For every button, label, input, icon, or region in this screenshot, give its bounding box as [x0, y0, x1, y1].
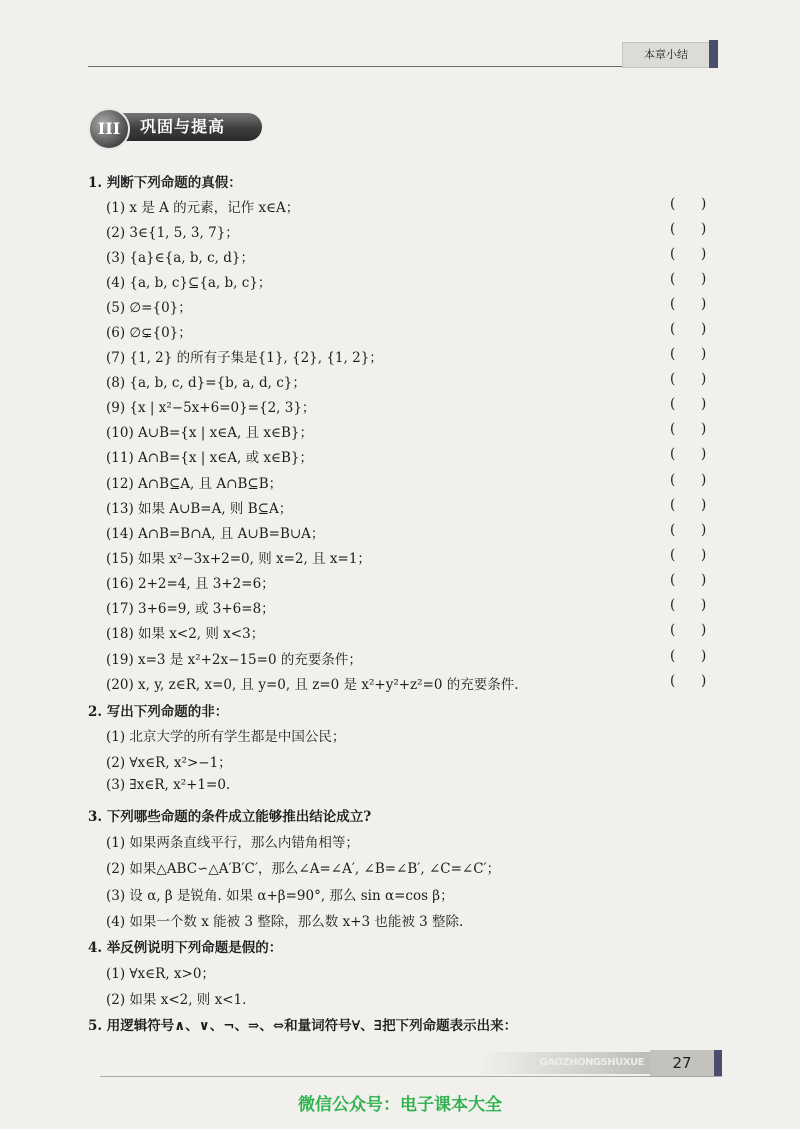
- answer-blank: ( ): [670, 497, 707, 513]
- q1-item: (12) A∩B⊆A, 且 A∩B⊆B；: [106, 476, 283, 492]
- q1-item: (8) {a, b, c, d}={b, a, d, c}；: [106, 375, 306, 391]
- q2-item: (1) 北京大学的所有学生都是中国公民；: [106, 729, 346, 745]
- q1-item: (4) {a, b, c}⊆{a, b, c}；: [106, 275, 272, 291]
- section-numeral: III: [88, 108, 130, 150]
- page-accent-bar: [714, 1050, 722, 1076]
- q1-item: (9) {x | x²−5x+6=0}={2, 3}；: [106, 400, 316, 416]
- q4-item: (2) 如果 x<2, 则 x<1.: [106, 992, 247, 1008]
- answer-blank: ( ): [670, 246, 707, 262]
- q1-item: (13) 如果 A∪B=A, 则 B⊆A；: [106, 501, 293, 517]
- question-3-label: 3. 下列哪些命题的条件成立能够推出结论成立?: [88, 809, 372, 825]
- q1-item: (2) 3∈{1, 5, 3, 7}；: [106, 225, 239, 241]
- question-1-label: 1. 判断下列命题的真假：: [88, 175, 242, 191]
- q3-item: (3) 设 α, β 是锐角. 如果 α+β=90°, 那么 sin α=cos β；: [106, 888, 454, 904]
- q1-item: (16) 2+2=4, 且 3+2=6；: [106, 576, 275, 592]
- q4-item: (1) ∀x∈R, x>0；: [106, 966, 215, 982]
- watermark-text: 微信公众号：电子课本大全: [298, 1095, 502, 1115]
- q1-item: (19) x=3 是 x²+2x−15=0 的充要条件；: [106, 652, 362, 668]
- footer-running-text: GAOZHONGSHUXUE: [480, 1052, 650, 1074]
- answer-blank: ( ): [670, 396, 707, 412]
- answer-blank: ( ): [670, 296, 707, 312]
- q1-item: (5) ∅={0}；: [106, 300, 192, 316]
- header-accent-bar: [709, 40, 718, 68]
- answer-blank: ( ): [670, 522, 707, 538]
- answer-blank: ( ): [670, 196, 707, 212]
- q1-item: (3) {a}∈{a, b, c, d}；: [106, 250, 254, 266]
- q1-item: (7) {1, 2} 的所有子集是{1}, {2}, {1, 2}；: [106, 350, 383, 366]
- answer-blank: ( ): [670, 472, 707, 488]
- answer-blank: ( ): [670, 446, 707, 462]
- footer-line: [100, 1076, 722, 1077]
- section-banner: [88, 108, 268, 150]
- q1-item: (6) ∅⊊{0}；: [106, 325, 192, 341]
- q3-item: (2) 如果△ABC∽△A′B′C′，那么∠A=∠A′, ∠B=∠B′, ∠C=∠C′；: [106, 861, 501, 877]
- q3-item: (1) 如果两条直线平行，那么内错角相等；: [106, 835, 359, 851]
- q1-item: (14) A∩B=B∩A, 且 A∪B=B∪A；: [106, 526, 325, 542]
- q1-item: (15) 如果 x²−3x+2=0, 则 x=2, 且 x=1；: [106, 551, 371, 567]
- section-title: 巩固与提高: [140, 117, 226, 136]
- answer-blank: ( ): [670, 271, 707, 287]
- answer-blank: ( ): [670, 371, 707, 387]
- question-4-label: 4. 举反例说明下列命题是假的：: [88, 940, 283, 956]
- answer-blank: ( ): [670, 221, 707, 237]
- q2-item: (3) ∃x∈R, x²+1=0.: [106, 777, 231, 793]
- answer-blank: ( ): [670, 622, 707, 638]
- question-2-label: 2. 写出下列命题的非：: [88, 704, 229, 720]
- page-number: 27: [650, 1050, 714, 1076]
- q1-item: (10) A∪B={x | x∈A, 且 x∈B}；: [106, 425, 313, 441]
- answer-blank: ( ): [670, 597, 707, 613]
- answer-blank: ( ): [670, 421, 707, 437]
- q1-item: (18) 如果 x<2, 则 x<3；: [106, 626, 265, 642]
- q3-item: (4) 如果一个数 x 能被 3 整除，那么数 x+3 也能被 3 整除.: [106, 914, 464, 930]
- answer-blank: ( ): [670, 321, 707, 337]
- chapter-summary-tab: 本章小结: [622, 42, 710, 68]
- question-5-label: 5. 用逻辑符号∧、∨、¬、⇒、⇔和量词符号∀、∃把下列命题表示出来：: [88, 1018, 518, 1034]
- q1-item: (11) A∩B={x | x∈A, 或 x∈B}；: [106, 450, 313, 466]
- answer-blank: ( ): [670, 547, 707, 563]
- q1-item: (20) x, y, z∈R, x=0, 且 y=0, 且 z=0 是 x²+y²+z²=0 的充要条件.: [106, 677, 519, 693]
- answer-blank: ( ): [670, 648, 707, 664]
- q2-item: (2) ∀x∈R, x²>−1；: [106, 755, 232, 771]
- q1-item: (17) 3+6=9, 或 3+6=8；: [106, 601, 275, 617]
- answer-blank: ( ): [670, 572, 707, 588]
- answer-blank: ( ): [670, 673, 707, 689]
- q1-item: (1) x 是 A 的元素，记作 x∈A；: [106, 200, 300, 216]
- answer-blank: ( ): [670, 346, 707, 362]
